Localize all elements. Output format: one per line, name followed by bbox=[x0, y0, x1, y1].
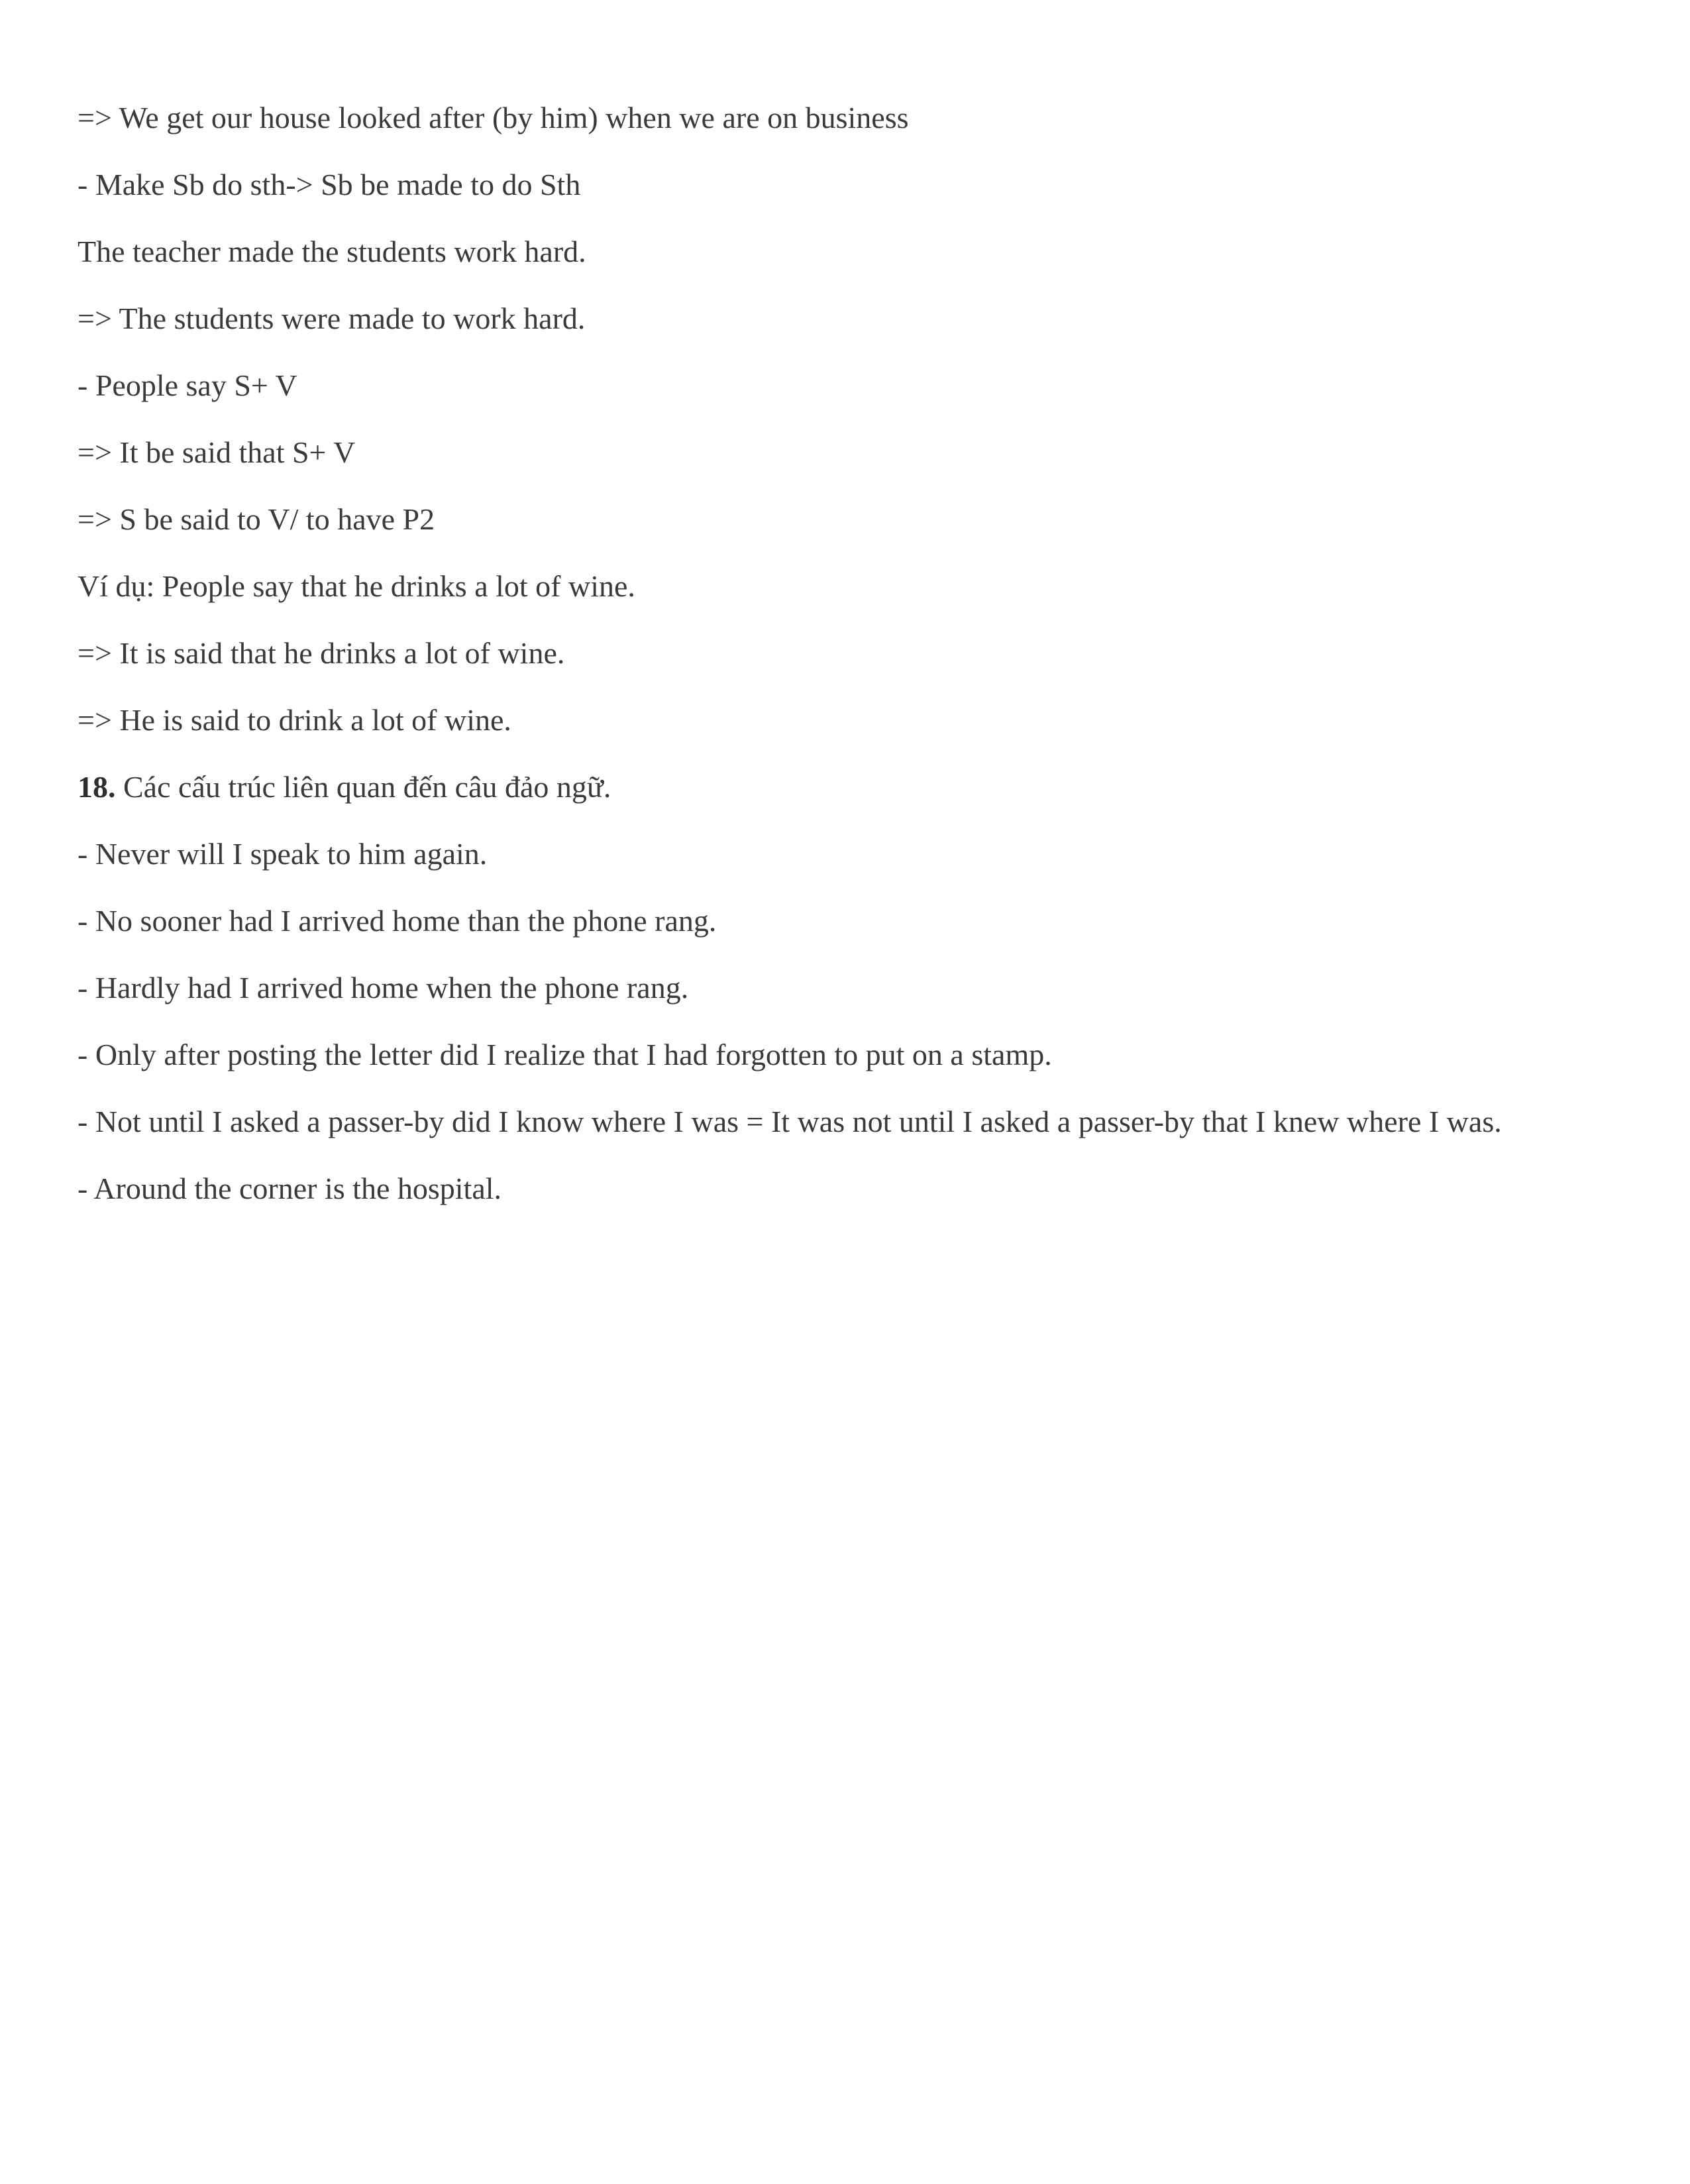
text-line: => The students were made to work hard. bbox=[78, 301, 586, 335]
text-line: => We get our house looked after (by him) when we are on business bbox=[78, 101, 909, 135]
text-line: => It be said that S+ V bbox=[78, 435, 356, 469]
example-line: - Not until I asked a passer-by did I know where I was = It was not until I asked a passer-by that I knew where I was. bbox=[78, 1105, 1502, 1138]
text-line: => It is said that he drinks a lot of wine. bbox=[78, 636, 565, 670]
example-line: - Hardly had I arrived home when the phone rang. bbox=[78, 971, 689, 1005]
example-line: - Never will I speak to him again. bbox=[78, 837, 488, 871]
example-line: - Only after posting the letter did I realize that I had forgotten to put on a stamp. bbox=[78, 1038, 1052, 1071]
section-number: 18. bbox=[78, 770, 116, 804]
text-line: The teacher made the students work hard. bbox=[78, 235, 586, 268]
text-line: => He is said to drink a lot of wine. bbox=[78, 703, 511, 737]
example-line: - Around the corner is the hospital. bbox=[78, 1172, 502, 1205]
example-line: - No sooner had I arrived home than the phone rang. bbox=[78, 904, 717, 938]
text-line: - People say S+ V bbox=[78, 368, 297, 402]
document-body bbox=[78, 99, 1601, 1237]
section-heading bbox=[78, 769, 1601, 806]
section-title: Các cấu trúc liên quan đến câu đảo ngữ. bbox=[115, 770, 611, 804]
text-line: - Make Sb do sth-> Sb be made to do Sth bbox=[78, 168, 581, 201]
text-line: Ví dụ: People say that he drinks a lot of wine. bbox=[78, 569, 635, 603]
text-line: => S be said to V/ to have P2 bbox=[78, 502, 435, 536]
